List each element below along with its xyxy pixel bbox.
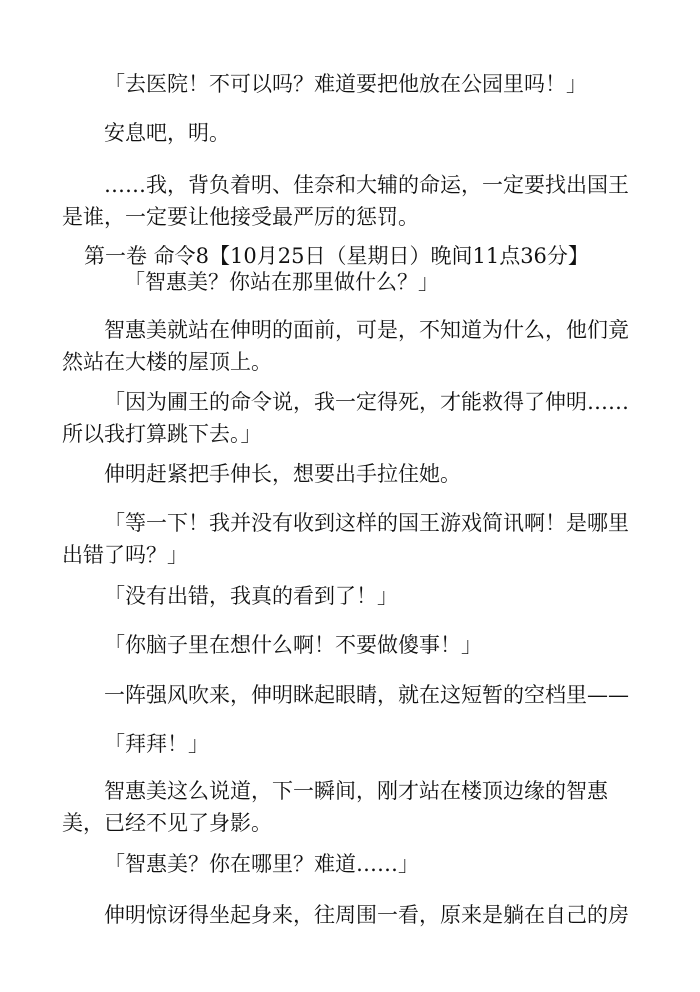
paragraph: 「去医院！不可以吗？难道要把他放在公园里吗！」 (104, 72, 587, 96)
paragraph: 「拜拜！」 (104, 732, 209, 756)
paragraph: 安息吧，明。 (104, 121, 230, 145)
paragraph: 伸明惊讶得坐起身来，往周围一看，原来是躺在自己的房 (104, 903, 629, 927)
paragraph: 智惠美就站在伸明的面前，可是，不知道为什么，他们竟然站在大楼的屋顶上。 (62, 318, 629, 374)
paragraph: ……我，背负着明、佳奈和大辅的命运，一定要找出国王是谁，一定要让他接受最严厉的惩罚。 (62, 173, 629, 229)
paragraph: 「智惠美？你站在那里做什么？」 (124, 270, 439, 294)
paragraph: 「智惠美？你在哪里？难道……」 (104, 852, 419, 876)
chapter-heading: 第一卷 命令8【10月25日（星期日）晚间11点36分】 (84, 244, 589, 268)
paragraph: 「等一下！我并没有收到这样的国王游戏简讯啊！是哪里出错了吗？」 (62, 511, 629, 567)
paragraph: 「没有出错，我真的看到了！」 (104, 584, 398, 608)
paragraph: 一阵强风吹来，伸明眯起眼睛，就在这短暂的空档里—— (104, 683, 629, 707)
paragraph: 伸明赶紧把手伸长，想要出手拉住她。 (104, 462, 461, 486)
paragraph: 「因为圃王的命令说，我一定得死，才能救得了伸明……所以我打算跳下去。」 (62, 390, 629, 446)
paragraph: 「你脑子里在想什么啊！不要做傻事！」 (104, 633, 482, 657)
paragraph: 智惠美这么说道，下一瞬间，刚才站在楼顶边缘的智惠美，已经不见了身影。 (62, 779, 608, 835)
